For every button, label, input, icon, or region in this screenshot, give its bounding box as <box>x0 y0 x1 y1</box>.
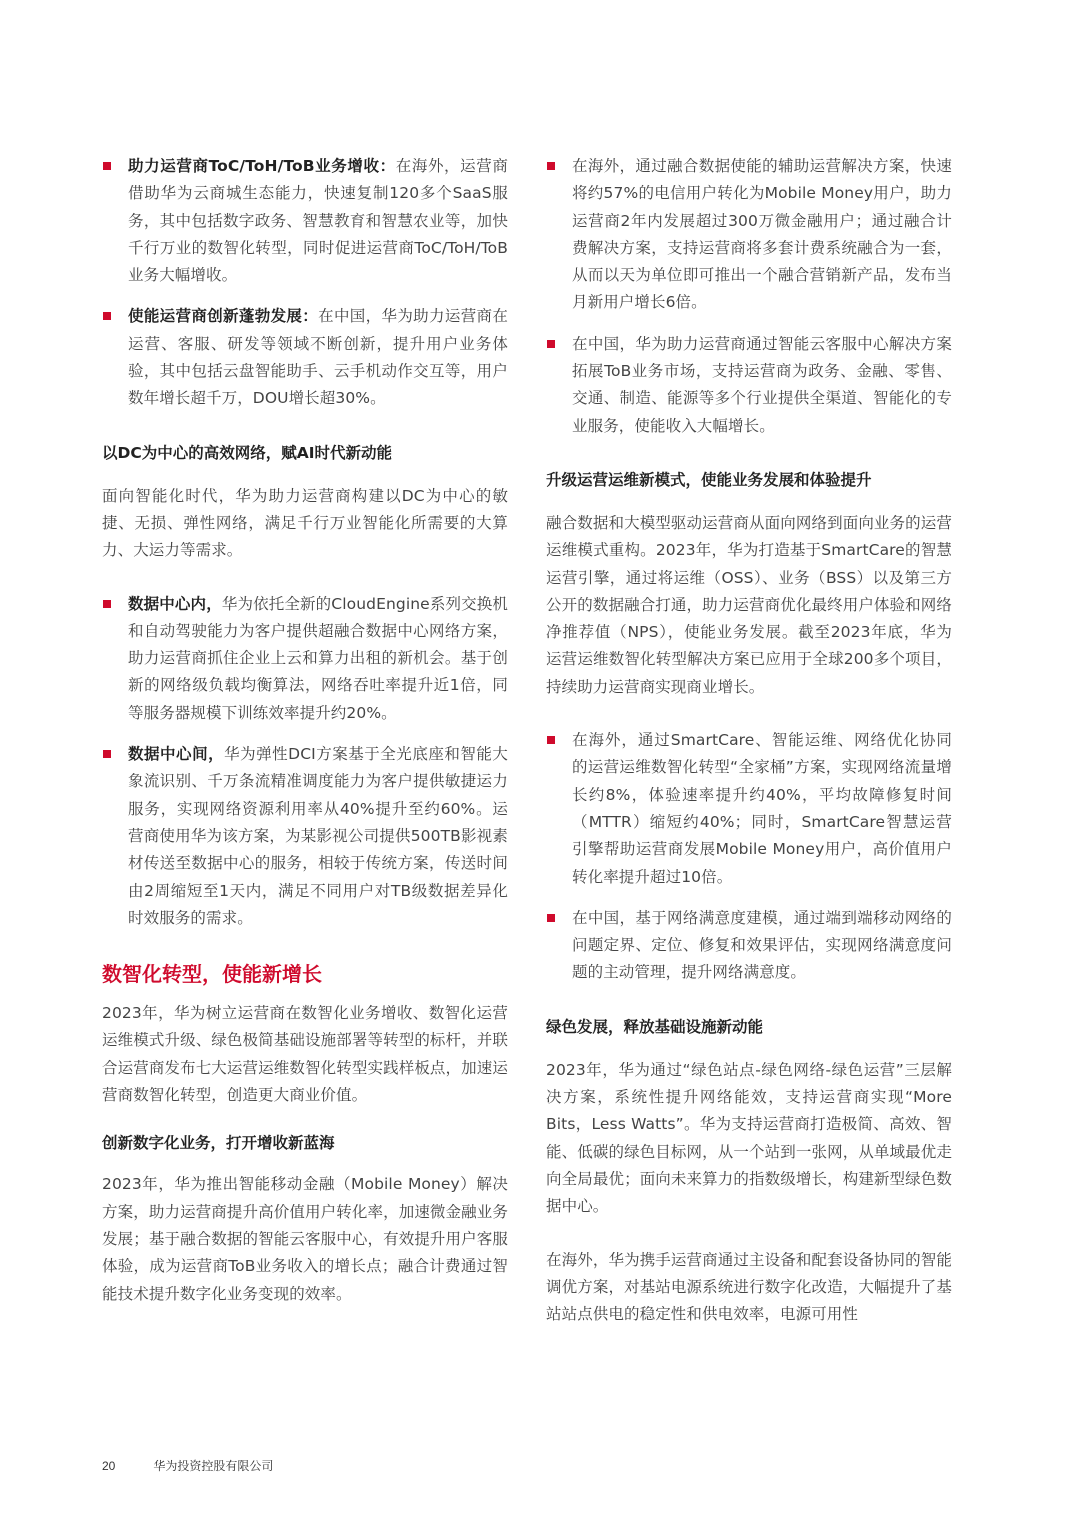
bullet-text: 在海外，通过SmartCare、智能运维、网络优化协同的运营运维数智化转型“全家桶”方案，实现网络流量增长约8%，体验速率提升约40%，平均故障修复时间（MTTR）缩短约40%；同时，SmartCare智慧运营引擎帮助运营商发展Mobile Money用户，高价值用户转化率提升超过10倍。 <box>572 731 952 886</box>
bullet-lead: 助力运营商ToC/ToH/ToB业务增收： <box>128 157 396 175</box>
ops-text: 融合数据和大模型驱动运营商从面向网络到面向业务的运营运维模式重构。2023年，华为打造基于SmartCare的智慧运营引擎，通过将运维（OSS）、业务（BSS）以及第三方公开的数据融合打通，助力运营商优化最终用户体验和网络净推荐值（NPS），使能业务发展。截至2023年底，华为运营运维数智化转型解决方案已应用于全球200多个项目，持续助力运营商实现商业增长。 <box>546 513 952 696</box>
bullet-square-icon <box>547 340 555 348</box>
bullet-item <box>102 153 508 289</box>
bullet-text <box>128 591 508 727</box>
dc-network-intro: 面向智能化时代，华为助力运营商构建以DC为中心的敏捷、无损、弹性网络，满足千行万业智能化所需要的大算力、大运力等需求。 <box>102 486 508 560</box>
bullet-item <box>546 905 952 987</box>
page-number: 20 <box>102 1459 116 1473</box>
digital-business-heading: 创新数字化业务，打开增收新蓝海 <box>102 1134 335 1153</box>
bullet-body: 在中国，华为助力运营商在运营、客服、研发等领域不断创新，提升用户业务体验，其中包括云盘智能助手、云手机动作交互等，用户数年增长超千万，DOU增长超30%。 <box>128 307 509 408</box>
bullet-text: 在中国，基于网络满意度建模，通过端到端移动网络的问题定界、定位、修复和效果评估，实现网络满意度问题的主动管理，提升网络满意度。 <box>572 908 952 982</box>
bullet-item <box>102 591 508 727</box>
bullet-body: 在海外，运营商借助华为云商城生态能力，快速复制120多个SaaS服务，其中包括数字政务、智慧教育和智慧农业等，加快千行万业的数智化转型，同时促进运营商ToC/ToH/ToB业务大幅增收。 <box>128 157 508 285</box>
bullet-square-icon <box>103 750 111 758</box>
bullet-lead: 使能运营商创新蓬勃发展： <box>128 307 319 326</box>
bullet-item <box>102 303 508 412</box>
dc-network-heading: 以DC为中心的高效网络，赋AI时代新动能 <box>102 443 393 462</box>
bullet-text <box>128 303 508 412</box>
page-footer <box>102 1457 273 1474</box>
bullet-item <box>546 331 952 440</box>
bullet-square-icon <box>547 914 555 922</box>
green-text-continued: 在海外，华为携手运营商通过主设备和配套设备协同的智能调优方案，对基站电源系统进行数字化改造，大幅提升了基站站点供电的稳定性和供电效率，电源可用性 <box>546 1250 952 1324</box>
bullet-text: 在海外，通过融合数据使能的辅助运营解决方案，快速将约57%的电信用户转化为Mobile Money用户，助力运营商2年内发展超过300万微金融用户；通过融合计费解决方案，支持运营商将多套计费系统融合为一套，从而以天为单位即可推出一个融合营销新产品，发布当月新用户增长6倍。 <box>572 157 952 312</box>
section-heading: 数智化转型，使能新增长 <box>102 962 322 987</box>
ops-heading: 升级运营运维新模式，使能业务发展和体验提升 <box>546 470 872 489</box>
right-column <box>546 153 952 1328</box>
bullet-square-icon <box>103 162 111 170</box>
green-heading: 绿色发展，释放基础设施新动能 <box>546 1017 764 1036</box>
bullet-square-icon <box>547 736 555 744</box>
bullet-square-icon <box>547 162 555 170</box>
bullet-body: 华为依托全新的CloudEngine系列交换机和自动驾驶能力为客户提供超融合数据中心网络方案，助力运营商抓住企业上云和算力出租的新机会。基于创新的网络级负载均衡算法，网络吞吐率提升近1倍，同等服务器规模下训练效率提升约20%。 <box>128 594 508 722</box>
bullet-item <box>546 727 952 891</box>
bullet-item <box>102 741 508 932</box>
bullet-text <box>128 153 508 289</box>
company-name: 华为投资控股有限公司 <box>153 1459 274 1473</box>
section-intro: 2023年，华为树立运营商在数智化业务增收、数智化运营运维模式升级、绿色极简基础设施部署等转型的标杆，并联合运营商发布七大运营运维数智化转型实践样板点，加速运营商数智化转型，创造更大商业价值。 <box>102 1004 508 1105</box>
digital-business-text: 2023年，华为推出智能移动金融（Mobile Money）解决方案，助力运营商提升高价值用户转化率，加速微金融业务发展；基于融合数据的智能云客服中心，有效提升用户客服体验，成为运营商ToB业务收入的增长点；融合计费通过智能技术提升数字化业务变现的效率。 <box>102 1175 508 1303</box>
left-column <box>102 153 508 1308</box>
bullet-square-icon <box>103 312 111 320</box>
bullet-body: 华为弹性DCI方案基于全光底座和智能大象流识别、千万条流精准调度能力为客户提供敏捷运力服务，实现网络资源利用率从40%提升至约60%。运营商使用华为该方案，为某影视公司提供500TB影视素材传送至数据中心的服务，相较于传统方案，传送时间由2周缩短至1天内，满足不同用户对TB级数据差异化时效服务的需求。 <box>128 745 508 927</box>
bullet-square-icon <box>103 600 111 608</box>
bullet-text: 在中国，华为助力运营商通过智能云客服中心解决方案拓展ToB业务市场，支持运营商为政务、金融、零售、交通、制造、能源等多个行业提供全渠道、智能化的专业服务，使能收入大幅增长。 <box>572 334 952 435</box>
bullet-lead: 数据中心内， <box>128 594 222 613</box>
bullet-item <box>546 153 952 317</box>
green-text: 2023年，华为通过“绿色站点-绿色网络-绿色运营”三层解决方案，系统性提升网络能效，支持运营商实现“More Bits，Less Watts”。华为支持运营商打造极简、高效、智能、低碳的绿色目标网，从一个站到一张网，从单域最优走向全局最优；面向未来算力的指数级增长，构建新型绿色数据中心。 <box>546 1060 952 1216</box>
bullet-lead: 数据中心间， <box>128 745 225 764</box>
bullet-text <box>128 741 508 932</box>
